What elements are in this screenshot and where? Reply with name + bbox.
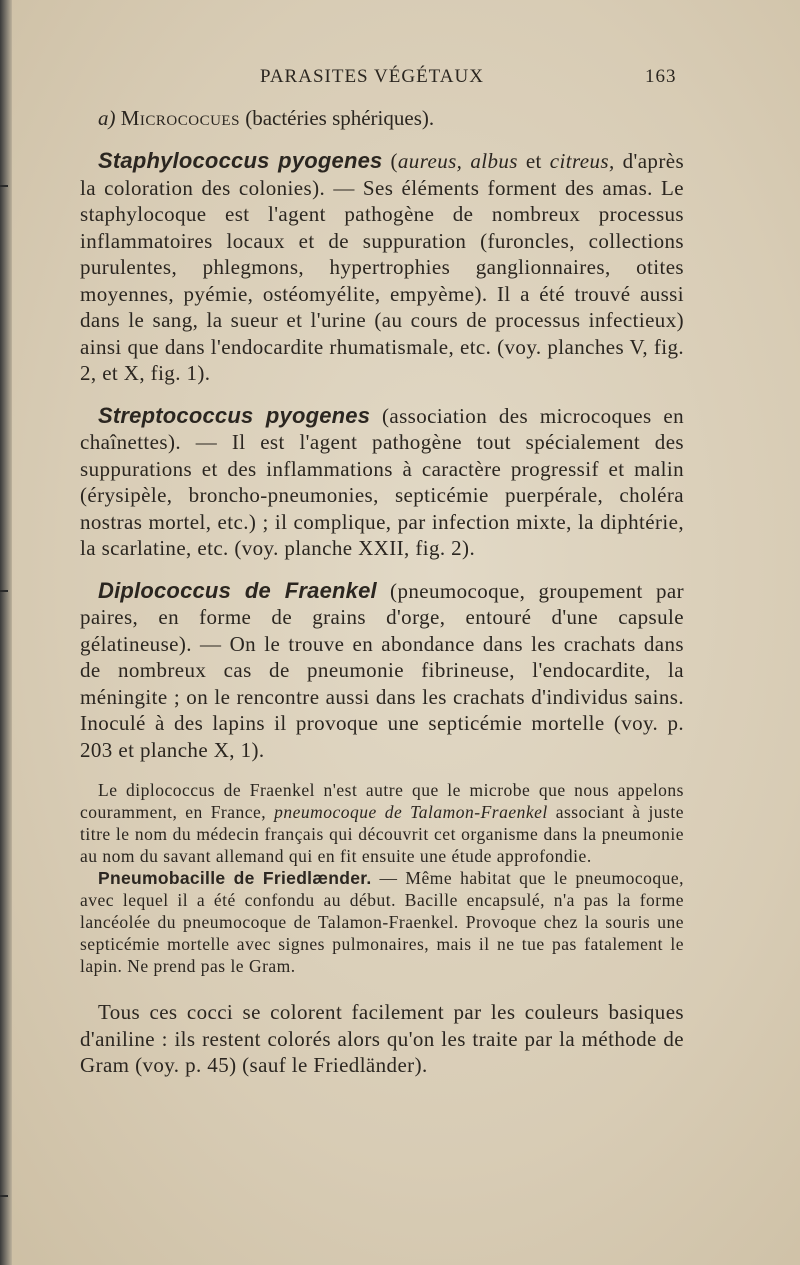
page-content — [80, 104, 684, 1095]
page-header — [0, 66, 800, 92]
genus-diplococcus: Diplococcus de Fraenkel — [98, 577, 377, 603]
paragraph-diplococcus: Diplococcus de Fraenkel (pneumocoque, groupement par paires, en forme de grains d'orge, entouré d'une capsule gélatineuse). — On le trouve en abondance dans les crachats dans de nombreux cas de pneumonie fibrineuse, l'endocardite, la méningite ; on le rencontre aussi dans les crachats d'individus sains. Inoculé à des lapins il provoque une septicémie mortelle (voy. p. 203 et planche X, 1). — [80, 577, 684, 762]
paragraph-closing: Tous ces cocci se colorent facilement par les couleurs basiques d'aniline : ils restent colorés alors qu'on les traite par la méthode de Gram (voy. p. 45) (sauf le Friedländer). — [80, 1000, 684, 1077]
section-letter: a) — [98, 106, 116, 130]
paragraph-streptococcus: Streptococcus pyogenes (association des microcoques en chaînettes). — Il est l'agent pathogène tout spécialement des suppurations et des inflammations à caractère progressif et malin (érysipèle, broncho-pneumonies, septicémie puerpérale, choléra nostras mortel, etc.) ; il complique, par infection mixte, la diphtérie, la scarlatine, etc. (voy. planche XXII, fig. 2). — [80, 402, 685, 560]
genus-streptococcus: Streptococcus pyogenes — [98, 402, 371, 428]
friedlaender-heading: Pneumobacille de Friedlænder. — [98, 868, 372, 888]
section-subtitle: (bactéries sphériques). — [245, 106, 435, 130]
section-heading — [98, 104, 684, 132]
section-title: Micrococues — [120, 106, 240, 130]
genus-staphylococcus: Staphylococcus pyogenes — [98, 148, 383, 173]
note-friedlaender: Pneumobacille de Friedlænder. — Même habitat que le pneumocoque, avec lequel il a été confondu au début. Bacille encapsulé, n'a pas la forme lancéolée du pneumocoque de Talamon-Fraenkel. Provoque chez la souris une septicémie mortelle avec signes pulmonaires, mais il ne tue pas fatalement le lapin. Ne prend pas le Gram. — [80, 868, 684, 976]
running-head: PARASITES VÉGÉTAUX — [260, 66, 484, 87]
paragraph-staphylococcus: Staphylococcus pyogenes (aureus, albus et citreus, d'après la coloration des colonies). — Ses éléments forment des amas. Le staphylocoque est l'agent pathogène de nombreux processus inflammatoires locaux et de suppuration (furoncles, collections purulentes, phlegmons, hypertrophies ganglionnaires, otites moyennes, pyémie, ostéomyélite, empyème). Il a été trouvé aussi dans le sang, la sueur et l'urine (au cours de processus infectieux) ainsi que dans l'endocardite rhumatismale, etc. (voy. planches V, fig. 2, et X, fig. 1). — [80, 148, 685, 385]
note-diplococcus: Le diplococcus de Fraenkel n'est autre que le microbe que nous appelons couramment, en France, pneumocoque de Talamon-Fraenkel associant à juste titre le nom du médecin français qui découvrit cet organisme dans la pneumonie au nom du savant allemand qui en fit ensuite une étude approfondie. — [80, 780, 685, 866]
page-number: 163 — [645, 66, 677, 87]
binding-edge — [0, 0, 12, 1265]
